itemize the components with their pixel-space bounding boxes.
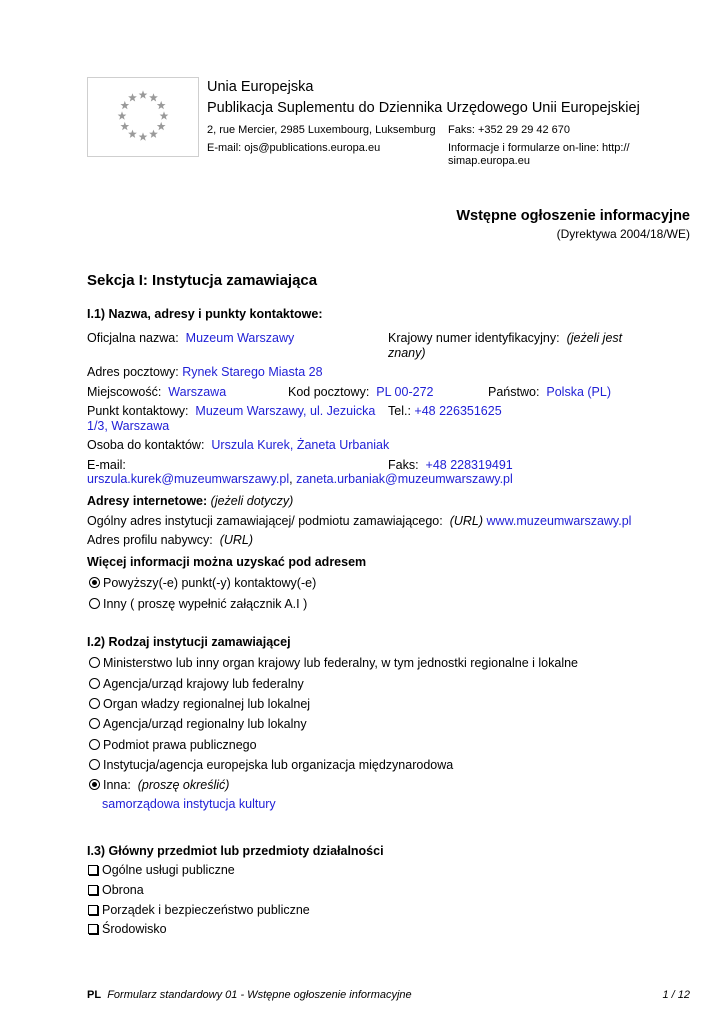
more-info-option-label: Inny ( proszę wypełnić załącznik A.I ) bbox=[103, 597, 308, 611]
internet-row bbox=[87, 494, 293, 508]
radio-empty-icon bbox=[89, 678, 100, 689]
country-label: Państwo: bbox=[488, 385, 540, 399]
authority-type-option bbox=[87, 717, 307, 731]
authority-type-label: Agencja/urząd krajowy lub federalny bbox=[103, 677, 304, 691]
more-info-heading: Więcej informacji można uzyskać pod adresem bbox=[87, 555, 367, 569]
footer-form: Formularz standardowy 01 - Wstępne ogłoszenie informacyjne bbox=[107, 989, 412, 1001]
general-address-link[interactable]: www.muzeumwarszawy.pl bbox=[486, 514, 632, 528]
publisher-online-info: Informacje i formularze on-line: http:// simap.europa.eu bbox=[448, 142, 630, 167]
eu-logo bbox=[87, 77, 199, 157]
authority-type-option bbox=[87, 758, 453, 772]
person-label: Osoba do kontaktów: bbox=[87, 438, 205, 452]
authority-type-label: Inna: bbox=[103, 778, 131, 792]
footer-lang: PL bbox=[87, 989, 102, 1001]
postcode-value: PL 00-272 bbox=[376, 385, 434, 399]
authority-type-option bbox=[87, 778, 229, 792]
eu-star-icon bbox=[160, 111, 169, 119]
official-name-value: Muzeum Warszawy bbox=[185, 331, 295, 345]
authority-type-option bbox=[87, 738, 257, 752]
more-info-option-label: Powyższy(-e) punkt(-y) kontaktowy(-e) bbox=[103, 576, 317, 590]
activity-option bbox=[87, 922, 167, 936]
eu-star-icon bbox=[118, 111, 127, 119]
eu-star-icon bbox=[149, 130, 158, 138]
tel-value: +48 226351625 bbox=[414, 404, 502, 418]
contact-point-row bbox=[87, 404, 375, 418]
city-row bbox=[87, 385, 226, 399]
radio-empty-icon bbox=[89, 598, 100, 609]
radio-empty-icon bbox=[89, 739, 100, 750]
i2-heading: I.2) Rodzaj instytucji zamawiającej bbox=[87, 635, 291, 649]
internet-label: Adresy internetowe: bbox=[87, 494, 208, 508]
activity-label: Ogólne usługi publiczne bbox=[102, 863, 235, 877]
activity-option bbox=[87, 863, 235, 877]
fax-label: Faks: bbox=[388, 458, 419, 472]
directive: (Dyrektywa 2004/18/WE) bbox=[556, 227, 690, 241]
section-title: Sekcja I: Instytucja zamawiająca bbox=[87, 272, 318, 289]
activity-option bbox=[87, 883, 144, 897]
contact-point-value-cont: 1/3, Warszawa bbox=[87, 419, 170, 433]
notice-title: Wstępne ogłoszenie informacyjne bbox=[456, 208, 690, 224]
checkbox-icon bbox=[88, 905, 98, 915]
national-id-note-cont: znany) bbox=[388, 346, 426, 360]
activity-option bbox=[87, 903, 310, 917]
radio-selected-icon bbox=[89, 779, 100, 790]
buyer-profile-note: (URL) bbox=[219, 533, 254, 547]
fax-row bbox=[388, 458, 513, 472]
radio-empty-icon bbox=[89, 698, 100, 709]
other-value: samorządowa instytucja kultury bbox=[102, 797, 276, 811]
country-value: Polska (PL) bbox=[546, 385, 611, 399]
email-link-2[interactable]: zaneta.urbaniak@muzeumwarszawy.pl bbox=[296, 472, 513, 486]
footer bbox=[87, 989, 412, 1001]
authority-type-label: Podmiot prawa publicznego bbox=[103, 738, 257, 752]
postal-label: Adres pocztowy: bbox=[87, 365, 179, 379]
more-info-option bbox=[87, 597, 307, 611]
authority-type-label: Organ władzy regionalnej lub lokalnej bbox=[103, 697, 311, 711]
national-id-note: (jeżeli jest bbox=[566, 331, 623, 345]
eu-star-icon bbox=[120, 101, 129, 109]
radio-empty-icon bbox=[89, 657, 100, 668]
email-label: E-mail: bbox=[87, 458, 126, 472]
more-info-option bbox=[87, 576, 316, 590]
authority-type-label: Instytucja/agencja europejska lub organizacja międzynarodowa bbox=[103, 758, 454, 772]
emails-separator: , bbox=[289, 472, 297, 486]
publisher-email: E-mail: ojs@publications.europa.eu bbox=[207, 142, 381, 154]
activity-label: Obrona bbox=[102, 883, 144, 897]
tel-label: Tel.: bbox=[388, 404, 411, 418]
country-row bbox=[488, 385, 611, 399]
city-value: Warszawa bbox=[168, 385, 227, 399]
checkbox-icon bbox=[88, 865, 98, 875]
eu-star-icon bbox=[157, 122, 166, 130]
official-name-label: Oficjalna nazwa: bbox=[87, 331, 179, 345]
publication-title: Publikacja Suplementu do Dziennika Urzędowego Unii Europejskiej bbox=[207, 100, 640, 116]
tel-row bbox=[388, 404, 502, 418]
buyer-profile-row bbox=[87, 533, 253, 547]
publisher-fax: Faks: +352 29 29 42 670 bbox=[448, 124, 571, 136]
person-row bbox=[87, 438, 389, 452]
checkbox-icon bbox=[88, 924, 98, 934]
buyer-profile-label: Adres profilu nabywcy: bbox=[87, 533, 213, 547]
person-value: Urszula Kurek, Żaneta Urbaniak bbox=[211, 438, 390, 452]
other-note: (proszę określić) bbox=[137, 778, 230, 792]
eu-star-icon bbox=[139, 132, 148, 140]
i3-heading: I.3) Główny przedmiot lub przedmioty działalności bbox=[87, 844, 384, 858]
radio-selected-icon bbox=[89, 577, 100, 588]
postcode-row bbox=[288, 385, 433, 399]
internet-note: (jeżeli dotyczy) bbox=[210, 494, 294, 508]
general-address-label: Ogólny adres instytucji zamawiającej/ podmiotu zamawiającego: bbox=[87, 514, 443, 528]
eu-stars-icon bbox=[88, 78, 198, 156]
city-label: Miejscowość: bbox=[87, 385, 162, 399]
national-id bbox=[388, 331, 622, 345]
eu-star-icon bbox=[128, 130, 137, 138]
fax-value: +48 228319491 bbox=[425, 458, 513, 472]
activity-label: Porządek i bezpieczeństwo publiczne bbox=[102, 903, 310, 917]
general-address-note: (URL) bbox=[449, 514, 484, 528]
org-title: Unia Europejska bbox=[207, 79, 314, 95]
authority-type-label: Agencja/urząd regionalny lub lokalny bbox=[103, 717, 307, 731]
authority-type-label: Ministerstwo lub inny organ krajowy lub federalny, w tym jednostki regionalne i lokalne bbox=[103, 656, 578, 670]
postcode-label: Kod pocztowy: bbox=[288, 385, 370, 399]
authority-type-option bbox=[87, 697, 310, 711]
contact-point-value: Muzeum Warszawy, ul. Jezuicka bbox=[195, 404, 376, 418]
eu-star-icon bbox=[139, 90, 148, 98]
activity-label: Środowisko bbox=[102, 922, 167, 936]
authority-type-option bbox=[87, 677, 304, 691]
official-name-row bbox=[87, 331, 294, 345]
authority-type-option bbox=[87, 656, 578, 670]
eu-star-icon bbox=[120, 122, 129, 130]
national-id-label: Krajowy numer identyfikacyjny: bbox=[388, 331, 560, 345]
i1-heading: I.1) Nazwa, adresy i punkty kontaktowe: bbox=[87, 307, 323, 321]
general-address-row bbox=[87, 514, 631, 528]
postal-value: Rynek Starego Miasta 28 bbox=[182, 365, 323, 379]
contact-point-label: Punkt kontaktowy: bbox=[87, 404, 189, 418]
radio-empty-icon bbox=[89, 759, 100, 770]
checkbox-icon bbox=[88, 885, 98, 895]
footer-page-number: 1 / 12 bbox=[662, 989, 690, 1001]
eu-star-icon bbox=[149, 93, 158, 101]
email-link-1[interactable]: urszula.kurek@muzeumwarszawy.pl bbox=[87, 472, 290, 486]
radio-empty-icon bbox=[89, 718, 100, 729]
postal-row bbox=[87, 365, 323, 379]
emails-row bbox=[87, 472, 513, 486]
eu-star-icon bbox=[157, 101, 166, 109]
eu-star-icon bbox=[128, 93, 137, 101]
publisher-address: 2, rue Mercier, 2985 Luxembourg, Luksemburg bbox=[207, 124, 436, 136]
